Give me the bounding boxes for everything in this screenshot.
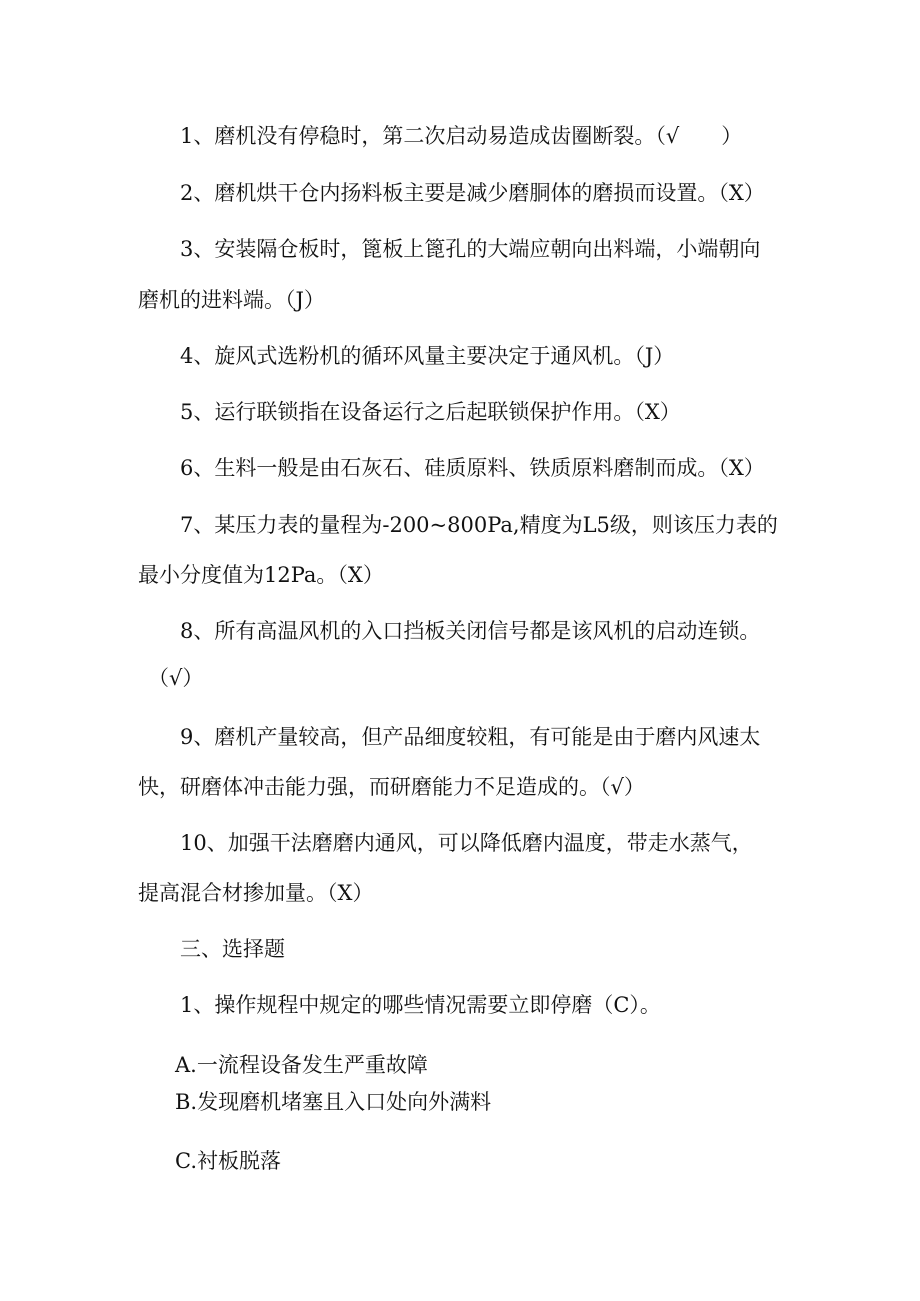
tf-question-5: 5、运行联锁指在设备运行之后起联锁保护作用。（X） [180, 400, 681, 424]
section-heading: 三、选择题 [180, 937, 285, 961]
choice-option-b: B.发现磨机堵塞且入口处向外满料 [175, 1090, 492, 1114]
tf-question-8-line-1: 8、所有高温风机的入口挡板关闭信号都是该风机的启动连锁。 [180, 619, 761, 643]
choice-option-c: C.衬板脱落 [175, 1149, 281, 1173]
tf-question-6: 6、生料一般是由石灰石、硅质原料、铁质原料磨制而成。（X） [180, 456, 765, 480]
tf-question-3-line-2: 磨机的进料端。（J） [138, 288, 325, 312]
tf-question-4: 4、旋风式选粉机的循环风量主要决定于通风机。（J） [180, 344, 675, 368]
tf-question-10-line-1: 10、加强干法磨磨内通风，可以降低磨内温度，带走水蒸气， [180, 831, 753, 855]
tf-question-9-line-2: 快，研磨体冲击能力强，而研磨能力不足造成的。（√） [138, 775, 645, 799]
choice-option-a: A.一流程设备发生严重故障 [175, 1053, 428, 1077]
tf-question-8-line-2: （√） [148, 666, 204, 690]
tf-question-7-line-2: 最小分度值为12Pa。（X） [138, 563, 384, 587]
tf-question-2: 2、磨机烘干仓内扬料板主要是减少磨胴体的磨损而设置。（X） [180, 181, 765, 205]
tf-question-9-line-1: 9、磨机产量较高，但产品细度较粗，有可能是由于磨内风速太 [180, 725, 761, 749]
tf-question-10-line-2: 提高混合材掺加量。（X） [138, 881, 374, 905]
tf-question-1: 1、磨机没有停稳时，第二次启动易造成齿圈断裂。（√ ） [180, 124, 743, 148]
tf-question-3-line-1: 3、安装隔仓板时，篦板上篦孔的大端应朝向出料端，小端朝向 [180, 237, 761, 261]
choice-question-1: 1、操作规程中规定的哪些情况需要立即停磨（C）。 [180, 993, 661, 1017]
tf-question-7-line-1: 7、某压力表的量程为-200~800Pa,精度为L5级，则该压力表的 [180, 513, 778, 537]
